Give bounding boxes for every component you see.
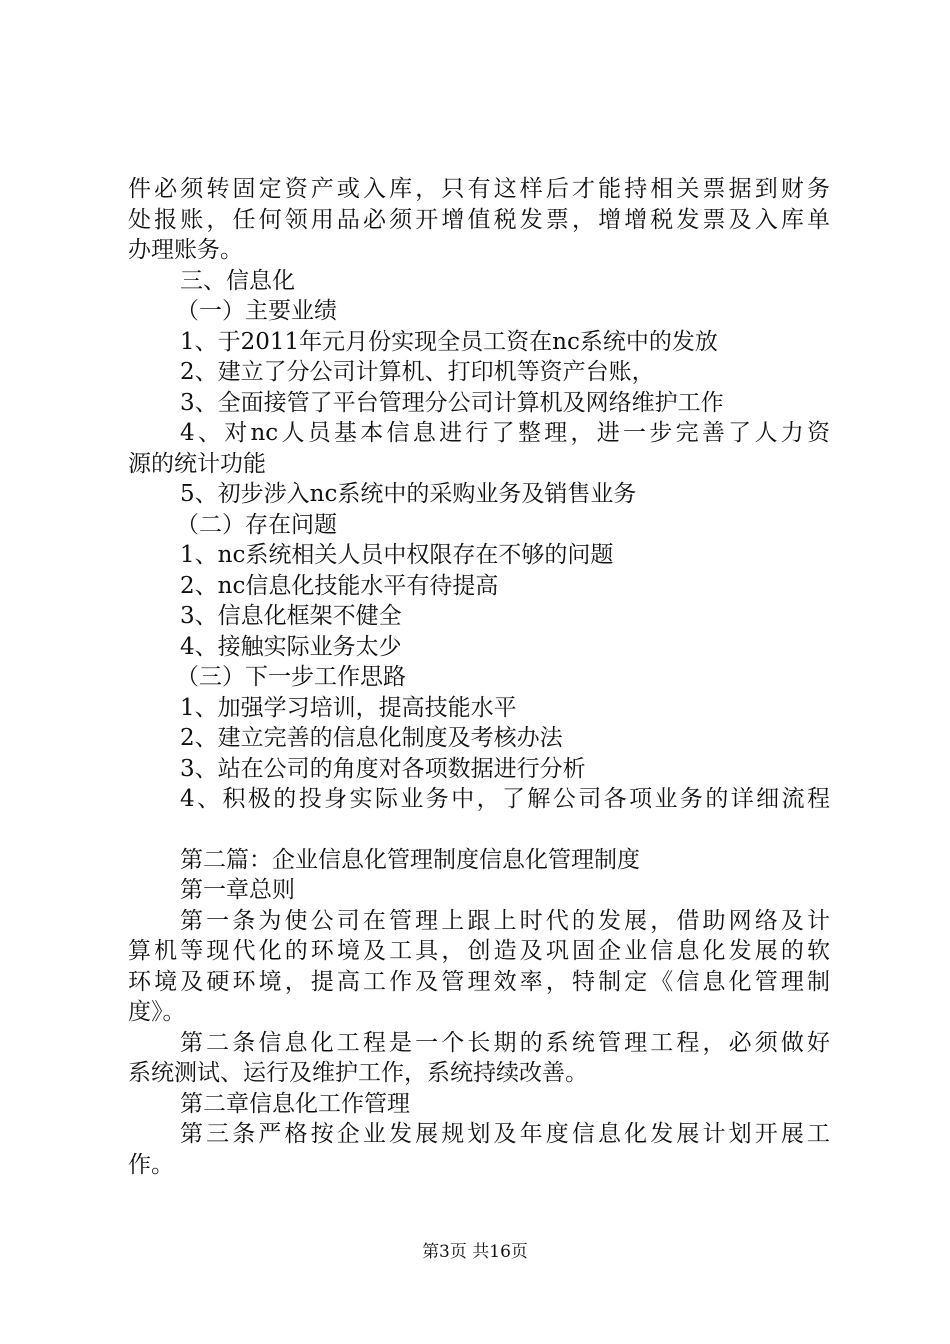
document-body (128, 174, 830, 1180)
paragraph-line: 办理账务。 (128, 237, 243, 263)
list-item: 2、nc信息化技能水平有待提高 (180, 572, 499, 599)
list-item: 1、nc系统相关人员中权限存在不够的问题 (180, 542, 614, 568)
article-line: 第一条为使公司在管理上跟上时代的发展，借助网络及计 (180, 907, 830, 934)
list-item: 1、加强学习培训，提高技能水平 (180, 694, 517, 721)
list-item: 1、于2011年元月份实现全员工资在nc系统中的发放 (180, 328, 718, 355)
chapter-title: 第二章信息化工作管理 (180, 1090, 410, 1117)
article-line: 作。 (128, 1151, 174, 1178)
list-item: 2、建立完善的信息化制度及考核办法 (180, 725, 563, 751)
paragraph-line: 处报账，任何领用品必须开增值税发票，增增税发票及入库单 (128, 206, 830, 233)
part-title: 第二篇：企业信息化管理制度信息化管理制度 (180, 846, 640, 873)
paragraph-line: 件必须转固定资产或入库，只有这样后才能持相关票据到财务 (128, 176, 830, 202)
list-item: 4、对nc人员基本信息进行了整理，进一步完善了人力资 (180, 420, 830, 446)
list-item: 2、建立了分公司计算机、打印机等资产台账， (180, 359, 655, 385)
list-item-continuation: 源的统计功能 (128, 450, 266, 477)
chapter-title: 第一章总则 (180, 877, 295, 903)
list-item: 3、信息化框架不健全 (180, 603, 402, 629)
subsection-title: （三）下一步工作思路 (176, 664, 406, 690)
subsection-title: （二）存在问题 (176, 511, 337, 538)
article-line: 第二条信息化工程是一个长期的系统管理工程，必须做好 (180, 1029, 830, 1056)
list-item: 4、接触实际业务太少 (180, 633, 402, 660)
section-heading: 三、信息化 (180, 267, 295, 294)
article-line: 度》。 (128, 999, 186, 1025)
page-number-footer: 第3页 共16页 (422, 1242, 528, 1262)
article-line: 环境及硬环境，提高工作及管理效率，特制定《信息化管理制 (128, 968, 830, 995)
article-line: 第三条严格按企业发展规划及年度信息化发展计划开展工 (180, 1121, 830, 1147)
list-item: 3、全面接管了平台管理分公司计算机及网络维护工作 (180, 389, 724, 416)
article-line: 算机等现代化的环境及工具，创造及巩固企业信息化发展的软 (128, 938, 830, 964)
article-line: 系统测试、运行及维护工作，系统持续改善。 (128, 1060, 588, 1086)
list-item: 5、初步涉入nc系统中的采购业务及销售业务 (180, 481, 637, 507)
subsection-title: （一）主要业绩 (176, 298, 337, 324)
list-item: 4、积极的投身实际业务中，了解公司各项业务的详细流程 (180, 786, 830, 812)
list-item: 3、站在公司的角度对各项数据进行分析 (180, 755, 586, 782)
paragraph-gap (128, 815, 830, 845)
